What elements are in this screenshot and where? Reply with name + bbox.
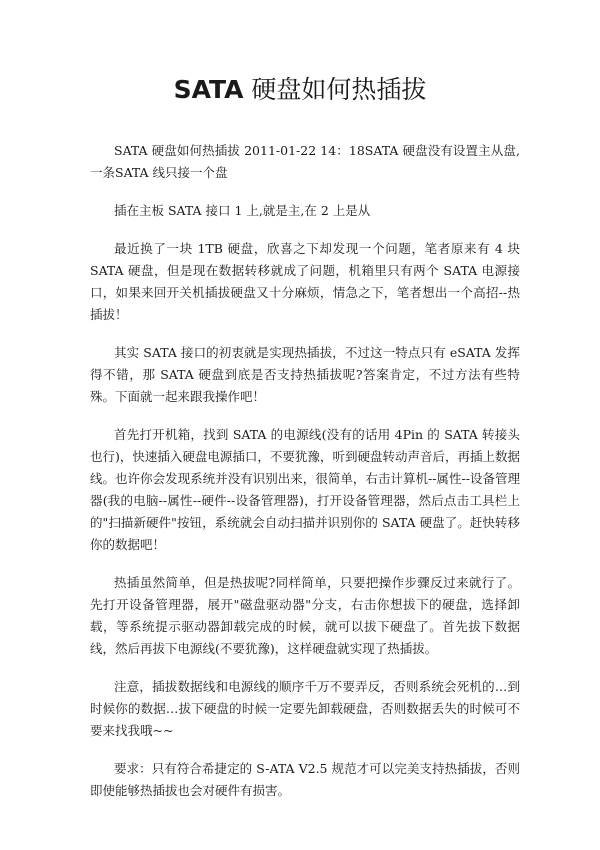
paragraph-intro: SATA 硬盘如何热插拔 2011-01-22 14：18SATA 硬盘没有设置主从盘,一条SATA 线只接一个盘 — [90, 143, 520, 180]
document-title — [0, 74, 600, 106]
document-body — [90, 140, 520, 818]
paragraph-port-note: 插在主板 SATA 接口 1 上,就是主,在 2 上是从 — [114, 203, 371, 218]
paragraph-hot-unplug-steps: 热插虽然简单，但是热拔呢?同样简单，只要把操作步骤反过来就行了。先打开设备管理器，展开"磁盘驱动器"分支，右击你想拔下的硬盘，选择卸载，等系统提示驱动器卸载完成的时候，就可以拔下硬盘了。首先拔下数据线，然后再拔下电源线(不要犹豫)，这样硬盘就实现了热插拔。 — [90, 575, 520, 656]
paragraph-sata-support: 其实 SATA 接口的初衷就是实现热插拔，不过这一特点只有 eSATA 发挥得不错，那 SATA 硬盘到底是否支持热插拔呢?答案肯定，不过方法有些特殊。下面就一起来跟我操作吧！ — [90, 345, 520, 404]
paragraph-hot-plug-steps: 首先打开机箱，找到 SATA 的电源线(没有的话用 4Pin 的 SATA 转接头也行)，快速插入硬盘电源插口，不要犹豫，听到硬盘转动声音后，再插上数据线。也许你会发现系统并没有识别出来，很简单，右击计算机--属性--设备管理器(我的电脑--属性--硬件--设备管理器)，打开设备管理器，然后点击工具栏上的"扫描新硬件"按钮，系统就会自动扫描并识别你的 SATA 硬盘了。赶快转移你的数据吧！ — [90, 427, 520, 552]
paragraph-background: 最近换了一块 1TB 硬盘，欣喜之下却发现一个问题，笔者原来有 4 块 SATA 硬盘，但是现在数据转移就成了问题，机箱里只有两个 SATA 电源接口，如果来回开关机插拔硬盘又十分麻烦，情急之下，笔者想出一个高招--热插拔！ — [90, 241, 520, 322]
title-latin-part: SATA — [173, 75, 244, 104]
paragraph-warning: 注意，插拔数据线和电源线的顺序千万不要弄反，否则系统会死机的…到时候你的数据…拔下硬盘的时候一定要先卸载硬盘，否则数据丢失的时候可不要来找我哦~~ — [90, 679, 520, 738]
paragraph-requirement: 要求：只有符合希捷定的 S-ATA V2.5 规范才可以完美支持热插拔，否则即使能够热插拔也会对硬件有损害。 — [90, 761, 520, 798]
title-chinese-part: 硬盘如何热插拔 — [243, 75, 427, 104]
